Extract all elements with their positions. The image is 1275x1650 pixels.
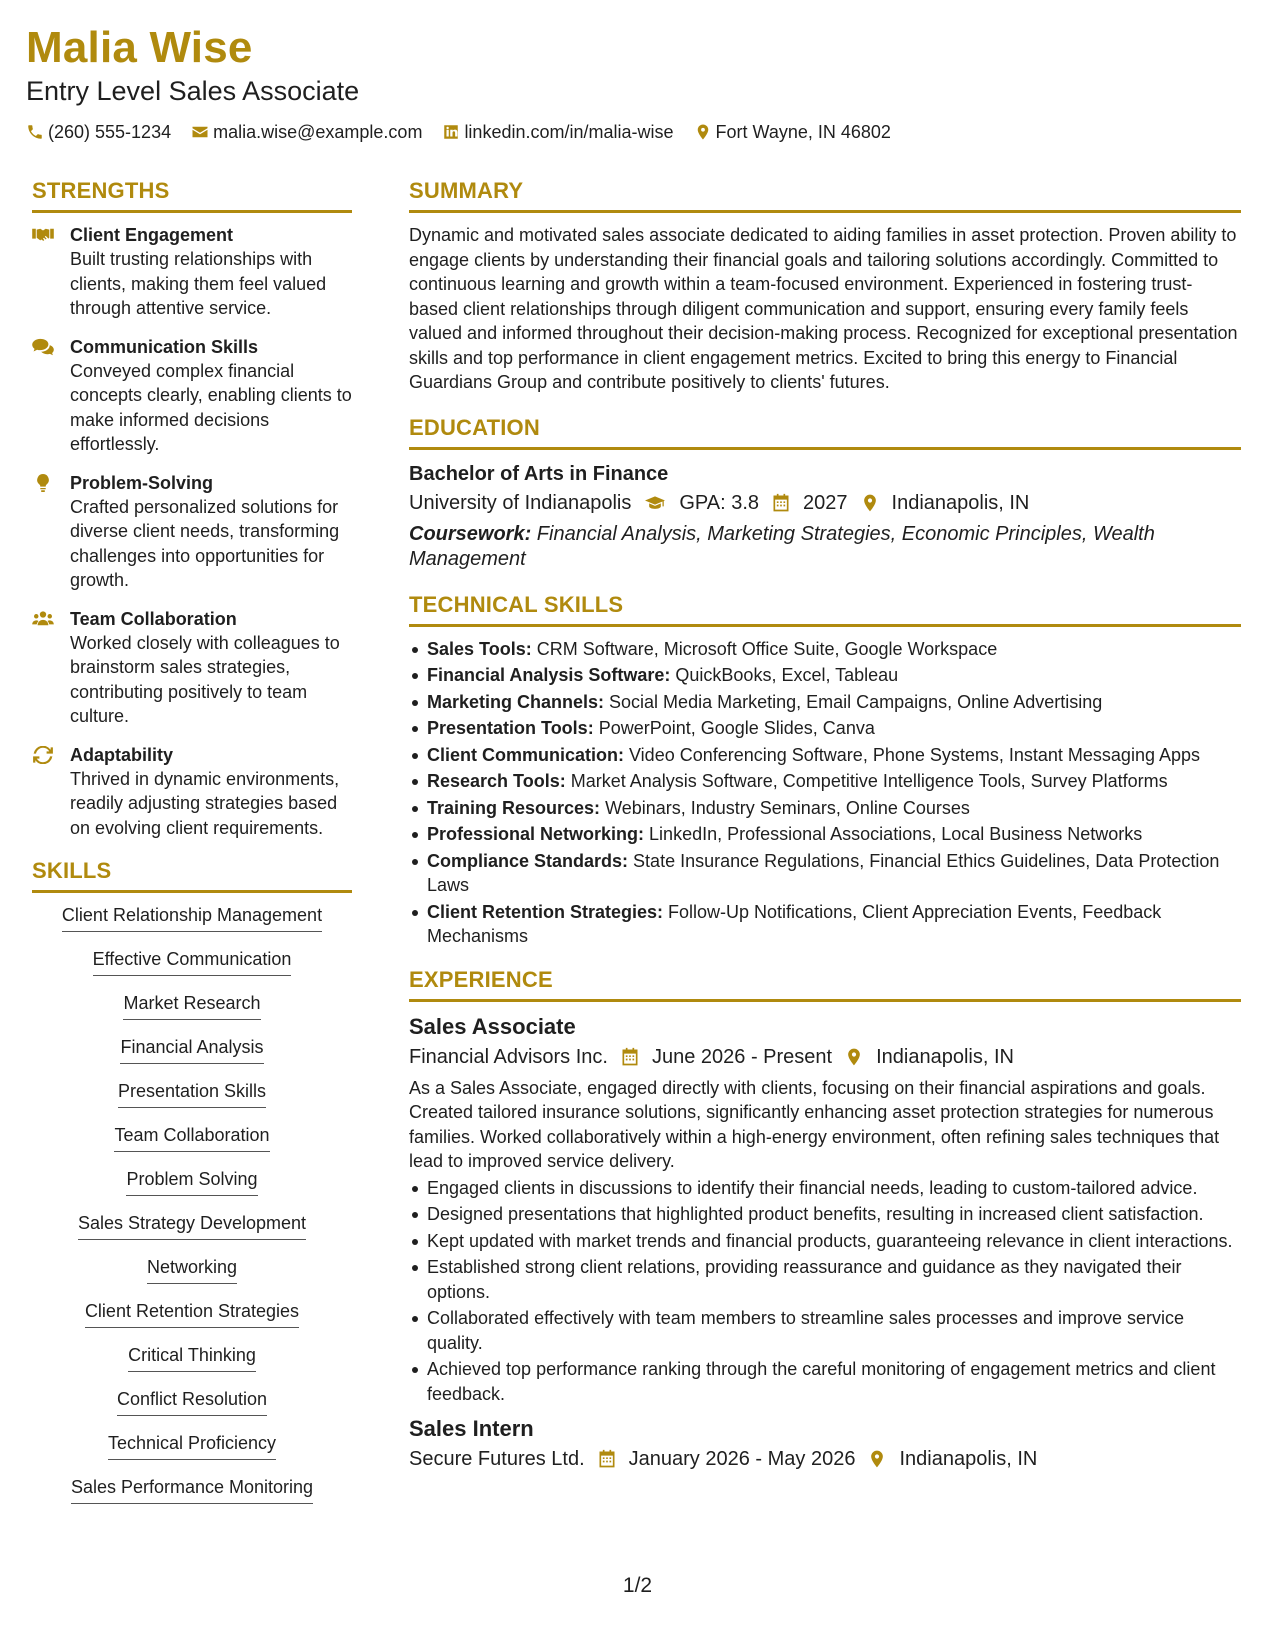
resume-header bbox=[26, 22, 1245, 144]
skill-tag: Market Research bbox=[123, 991, 260, 1020]
skill-tag: Critical Thinking bbox=[128, 1343, 256, 1372]
linkedin-icon bbox=[442, 123, 460, 141]
job-title: Sales Associate bbox=[409, 1013, 576, 1039]
comments-icon bbox=[32, 338, 54, 356]
skill-tag: Financial Analysis bbox=[120, 1035, 263, 1064]
linkedin-text: linkedin.com/in/malia-wise bbox=[464, 122, 674, 142]
handshake-icon bbox=[32, 226, 54, 244]
education-coursework bbox=[409, 522, 1241, 572]
phone-text: (260) 555-1234 bbox=[48, 122, 172, 142]
contact-linkedin[interactable] bbox=[442, 120, 673, 144]
calendar-icon bbox=[620, 1047, 640, 1067]
email-text: malia.wise@example.com bbox=[213, 122, 423, 142]
job-meta bbox=[409, 1042, 1241, 1072]
users-icon bbox=[32, 610, 54, 628]
candidate-name: Malia Wise bbox=[26, 23, 253, 72]
skill-tag: Sales Performance Monitoring bbox=[71, 1475, 313, 1504]
education-degree: Bachelor of Arts in Finance bbox=[409, 462, 669, 485]
summary-heading: SUMMARY bbox=[409, 176, 1241, 213]
graduation-cap-icon bbox=[643, 493, 667, 513]
technical-skill-item: Professional Networking: LinkedIn, Professional Associations, Local Business Networks bbox=[409, 822, 1241, 847]
education-school: University of Indianapolis bbox=[409, 491, 632, 514]
skill-tag: Technical Proficiency bbox=[108, 1431, 276, 1460]
lightbulb-icon bbox=[32, 474, 54, 492]
technical-skill-item: Presentation Tools: PowerPoint, Google Slides, Canva bbox=[409, 716, 1241, 741]
skill-tag: Presentation Skills bbox=[118, 1079, 266, 1108]
technical-skill-item: Financial Analysis Software: QuickBooks, Excel, Tableau bbox=[409, 663, 1241, 688]
strength-desc: Conveyed complex financial concepts clearly, enabling clients to make informed decisions effortlessly. bbox=[70, 360, 352, 454]
map-marker-icon bbox=[844, 1047, 864, 1067]
strength-desc: Built trusting relationships with clients, making them feel valued through attentive service. bbox=[70, 249, 327, 318]
technical-skills-list bbox=[409, 637, 1241, 949]
coursework-label: Coursework: bbox=[409, 522, 532, 545]
skill-tag: Conflict Resolution bbox=[117, 1387, 267, 1416]
contact-email[interactable] bbox=[191, 120, 422, 144]
education-heading: EDUCATION bbox=[409, 413, 1241, 450]
strength-title: Problem-Solving bbox=[70, 472, 214, 493]
page-number: 1/2 bbox=[622, 1574, 653, 1597]
technical-skills-heading: TECHNICAL SKILLS bbox=[409, 590, 1241, 627]
job-bullet: Achieved top performance ranking through the careful monitoring of engagement metrics and client feedback. bbox=[409, 1357, 1241, 1406]
calendar-icon bbox=[771, 493, 791, 513]
education-year: 2027 bbox=[803, 491, 848, 514]
summary-text: Dynamic and motivated sales associate dedicated to aiding families in asset protection. Proven ability to engage clients by understanding their financial goals and tailoring solutions accordingly. Committed to continuous learning and growth within a team-focused environment. Experienced in fostering trust-based client relationships through diligent communication and support, ensuring every family feels valued and informed throughout their decision-making process. Recognized for exceptional presentation skills and top performance in client engagement metrics. Excited to bring this energy to Financial Guardians Group and contribute positively to clients' futures. bbox=[409, 225, 1238, 392]
map-marker-icon bbox=[867, 1449, 887, 1469]
technical-skill-item: Compliance Standards: State Insurance Regulations, Financial Ethics Guidelines, Data Protection Laws bbox=[409, 849, 1241, 898]
education-gpa: GPA: 3.8 bbox=[679, 491, 760, 514]
technical-skill-item: Research Tools: Market Analysis Software, Competitive Intelligence Tools, Survey Platforms bbox=[409, 769, 1241, 794]
job-bullet: Established strong client relations, providing reassurance and guidance as they navigated their options. bbox=[409, 1255, 1241, 1304]
map-marker-icon bbox=[694, 123, 712, 141]
right-column bbox=[409, 176, 1241, 1474]
strength-title: Client Engagement bbox=[70, 225, 234, 245]
envelope-icon bbox=[191, 123, 209, 141]
sync-icon bbox=[32, 746, 54, 764]
job-dates: June 2026 - Present bbox=[651, 1045, 833, 1068]
phone-icon bbox=[26, 123, 44, 141]
job-location: Indianapolis, IN bbox=[876, 1045, 1014, 1068]
skill-tag: Client Retention Strategies bbox=[85, 1299, 299, 1328]
technical-skill-item: Sales Tools: CRM Software, Microsoft Office Suite, Google Workspace bbox=[409, 637, 1241, 662]
job-bullet: Kept updated with market trends and financial products, guaranteeing relevance in client interactions. bbox=[409, 1229, 1241, 1254]
skills-list bbox=[32, 903, 352, 1519]
strengths-heading: STRENGTHS bbox=[32, 176, 352, 213]
skill-tag: Sales Strategy Development bbox=[78, 1211, 306, 1240]
technical-skill-item: Client Retention Strategies: Follow-Up Notifications, Client Appreciation Events, Feedback Mechanisms bbox=[409, 900, 1241, 949]
job-entry bbox=[409, 1414, 1241, 1474]
strength-title: Adaptability bbox=[70, 744, 174, 765]
job-bullet: Designed presentations that highlighted product benefits, resulting in increased client satisfaction. bbox=[409, 1202, 1241, 1227]
strength-item bbox=[32, 223, 352, 321]
job-bullet: Engaged clients in discussions to identify their financial needs, leading to custom-tailored advice. bbox=[409, 1176, 1241, 1201]
education-location: Indianapolis, IN bbox=[891, 491, 1030, 514]
job-entry bbox=[409, 1012, 1241, 1407]
job-location: Indianapolis, IN bbox=[899, 1448, 1038, 1470]
coursework-list: Financial Analysis, Marketing Strategies, Economic Principles, Wealth Management bbox=[409, 522, 1155, 570]
job-company: Secure Futures Ltd. bbox=[409, 1448, 585, 1470]
experience-heading: EXPERIENCE bbox=[409, 965, 1241, 1002]
technical-skill-item: Training Resources: Webinars, Industry Seminars, Online Courses bbox=[409, 796, 1241, 821]
candidate-role: Entry Level Sales Associate bbox=[26, 76, 360, 106]
technical-skill-item: Client Communication: Video Conferencing Software, Phone Systems, Instant Messaging Apps bbox=[409, 743, 1241, 768]
job-title: Sales Intern bbox=[409, 1416, 534, 1441]
skill-tag: Networking bbox=[147, 1255, 237, 1284]
strength-desc: Worked closely with colleagues to brainstorm sales strategies, contributing positively to team culture. bbox=[70, 632, 340, 726]
contact-bar bbox=[26, 120, 1245, 144]
left-column bbox=[32, 176, 352, 1519]
education-meta bbox=[409, 488, 1241, 518]
strength-item bbox=[32, 607, 352, 729]
skill-tag: Team Collaboration bbox=[114, 1123, 269, 1152]
technical-skill-item: Marketing Channels: Social Media Marketing, Email Campaigns, Online Advertising bbox=[409, 690, 1241, 715]
location-text: Fort Wayne, IN 46802 bbox=[715, 122, 891, 142]
contact-location bbox=[694, 120, 891, 144]
skill-tag: Client Relationship Management bbox=[62, 903, 322, 932]
job-company: Financial Advisors Inc. bbox=[409, 1045, 608, 1068]
strength-item bbox=[32, 743, 352, 841]
strength-desc: Crafted personalized solutions for diverse client needs, transforming challenges into opportunities for growth. bbox=[70, 496, 340, 590]
job-meta bbox=[409, 1444, 1241, 1474]
contact-phone[interactable] bbox=[26, 120, 171, 144]
skills-heading: SKILLS bbox=[32, 856, 352, 893]
strength-desc: Thrived in dynamic environments, readily adjusting strategies based on evolving client requirements. bbox=[70, 768, 340, 838]
job-bullet: Collaborated effectively with team members to streamline sales processes and improve service quality. bbox=[409, 1306, 1241, 1355]
strength-title: Communication Skills bbox=[70, 336, 259, 357]
job-dates: January 2026 - May 2026 bbox=[628, 1448, 856, 1470]
strength-item bbox=[32, 335, 352, 457]
calendar-icon bbox=[597, 1449, 617, 1469]
skill-tag: Problem Solving bbox=[126, 1167, 257, 1196]
strength-item bbox=[32, 471, 352, 593]
job-description: As a Sales Associate, engaged directly with clients, focusing on their financial aspirations and goals. Created tailored insurance solutions, significantly enhancing asset protection strategies for numerous families. Worked collaboratively within a high-energy environment, often refining sales techniques that lead to improved service delivery. bbox=[409, 1077, 1220, 1171]
map-marker-icon bbox=[860, 493, 880, 513]
skill-tag: Effective Communication bbox=[93, 947, 292, 976]
job-bullets bbox=[409, 1176, 1241, 1407]
strength-title: Team Collaboration bbox=[70, 608, 237, 629]
